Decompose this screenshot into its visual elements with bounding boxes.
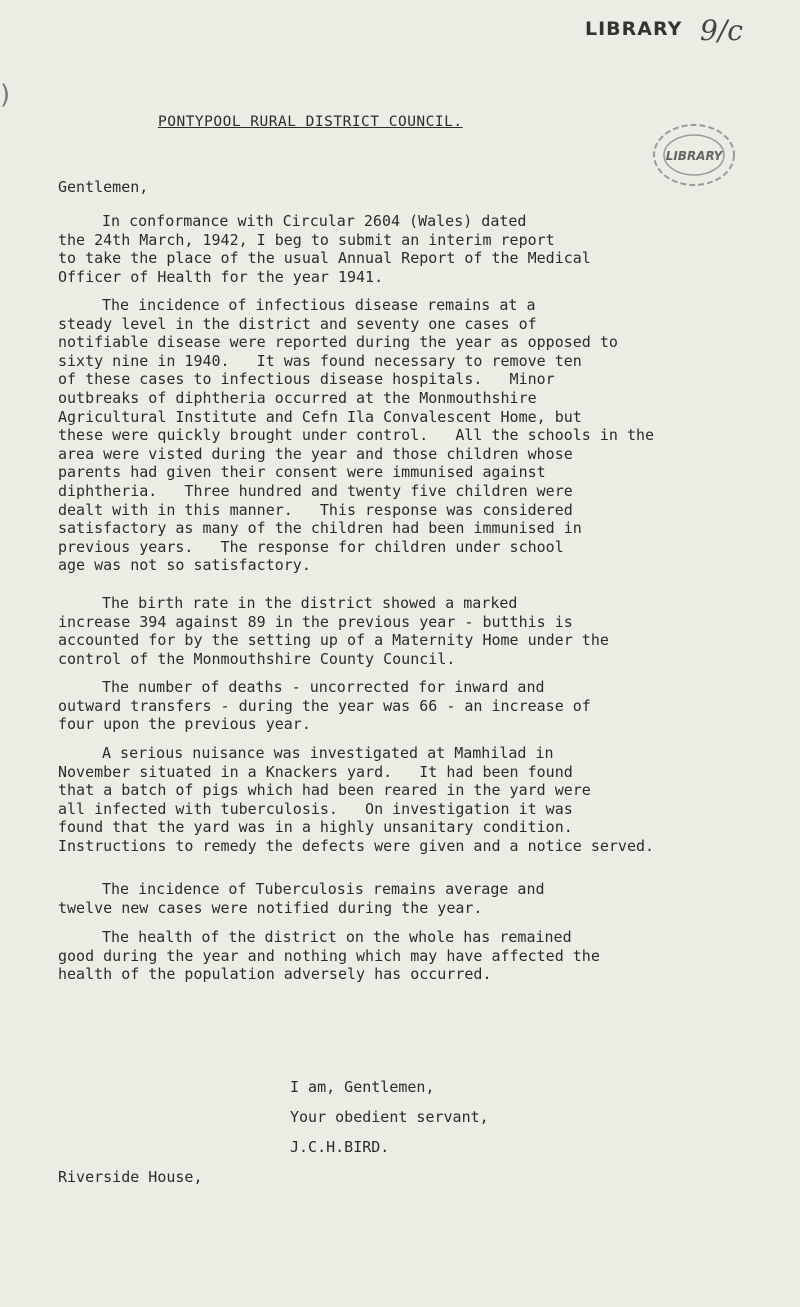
greeting: Gentlemen, [58,178,149,196]
library-stamp: LIBRARY [585,18,683,40]
paragraph-2-line-5: of these cases to infectious disease hospitals. Minor [58,370,555,389]
paragraph-5-line-5: found that the yard was in a highly unsanitary condition. [58,818,573,837]
handwritten-mark: 9/c [700,14,743,47]
paragraph-2-line-9: area were visted during the year and those children whose [58,444,573,463]
paragraph-2-line-6: outbreaks of diphtheria occurred at the Monmouthshire [58,389,537,407]
paragraph-2-line-1: The incidence of infectious disease remains at a [102,296,536,314]
paragraph-7-line-3: health of the population adversely has occurred. [58,965,492,984]
closing-servant: Your obedient servant, [290,1108,489,1126]
paragraph-4-line-1: The number of deaths - uncorrected for inward and [102,678,545,696]
paragraph-2-line-2: steady level in the district and seventy one cases of [58,314,537,333]
paragraph-1-line-3: to take the place of the usual Annual Report of the Medical [58,249,591,268]
paragraph-3-line-2: increase 394 against 89 in the previous year - butthis is [58,612,573,631]
paragraph-1-line-1: In conformance with Circular 2604 (Wales) dated [102,212,527,230]
paragraph-6-line-1: The incidence of Tuberculosis remains average and [102,880,545,898]
paragraph-4-line-3: four upon the previous year. [58,715,311,734]
paragraph-3-line-3: accounted for by the setting up of a Maternity Home under the [58,631,609,650]
paragraph-7-line-2: good during the year and nothing which may have affected the [58,946,600,965]
paragraph-5-line-1: A serious nuisance was investigated at Mamhilad in [102,744,554,762]
paragraph-2-line-14: previous years. The response for children under school [58,537,564,556]
council-heading: PONTYPOOL RURAL DISTRICT COUNCIL. [158,114,463,130]
paragraph-1-line-4: Officer of Health for the year 1941. [58,267,384,286]
edge-mark: ) [0,80,11,110]
paragraph-2-line-12: dealt with in this manner. This response was considered [58,500,573,519]
paragraph-2-line-10: parents had given their consent were immunised against [58,463,546,482]
paragraph-2-line-4: sixty nine in 1940. It was found necessary to remove ten [58,351,582,370]
paragraph-3-line-1: The birth rate in the district showed a marked [102,594,518,612]
closing-line: I am, Gentlemen, [290,1078,435,1096]
paragraph-3-line-4: control of the Monmouthshire County Council. [58,649,456,668]
paragraph-2-line-8: these were quickly brought under control. All the schools in the [58,426,655,445]
paragraph-2-line-15: age was not so satisfactory. [58,556,311,575]
paragraph-2-line-13: satisfactory as many of the children had been immunised in [58,519,582,538]
paragraph-2-line-7: Agricultural Institute and Cefn Ila Convalescent Home, but [58,407,582,426]
paragraph-5-line-6: Instructions to remedy the defects were given and a notice served. [58,837,655,855]
address: Riverside House, [58,1168,203,1186]
paragraph-7-line-1: The health of the district on the whole has remained [102,928,572,946]
signature: J.C.H.BIRD. [290,1138,390,1156]
library-seal-stamp [650,120,738,190]
paragraph-4-line-2: outward transfers - during the year was 66 - an increase of [58,696,591,715]
paragraph-5-line-4: all infected with tuberculosis. On investigation it was [58,799,573,818]
paragraph-2-line-3: notifiable disease were reported during the year as opposed to [58,333,618,352]
paragraph-5-line-2: November situated in a Knackers yard. It had been found [58,762,573,781]
paragraph-2-line-11: diphtheria. Three hundred and twenty five children were [58,482,573,500]
svg-text:LIBRARY: LIBRARY [665,149,723,163]
paragraph-1-line-2: the 24th March, 1942, I beg to submit an interim report [58,230,555,249]
paragraph-5-line-3: that a batch of pigs which had been reared in the yard were [58,781,591,800]
paragraph-6-line-2: twelve new cases were notified during the year. [58,898,483,917]
